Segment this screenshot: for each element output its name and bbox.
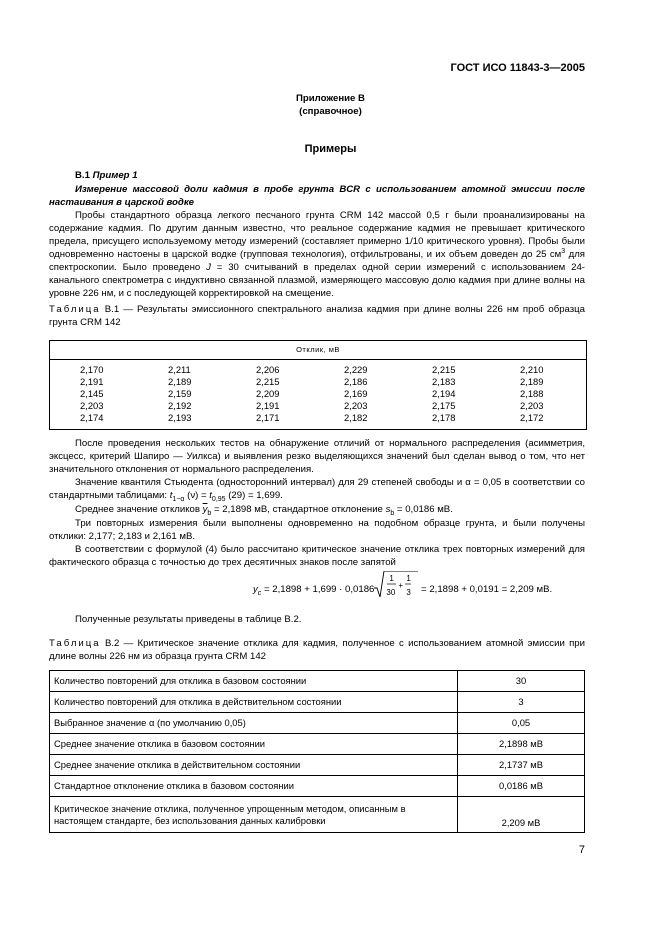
formula-y: y xyxy=(253,584,258,595)
p3-t: t xyxy=(169,490,173,501)
table1-row xyxy=(50,412,586,424)
example-heading-line xyxy=(75,169,611,182)
paragraph-6: В соответствии с формулой (4) было рассчитано критическое значение отклика трех повторных измерений для фактического образца с точностью до трех десятичных знаков после запятой xyxy=(49,544,585,568)
example-number: В.1 xyxy=(75,170,90,181)
table1-caption xyxy=(49,303,585,329)
table2-label: Среднее значение отклика в действительном состоянии xyxy=(50,755,458,776)
table2-caption-text: В.2 — Критическое значение отклика для кадмия, полученное с использованием атомной эмиссии при длине волны 226 нм из образца грунта CRM 142 xyxy=(49,638,586,662)
formula-den1: 30 xyxy=(386,588,396,598)
formula-left: = 2,1898 + 1,699 · 0,0186 xyxy=(261,584,375,595)
table1-header: Отклик, мВ xyxy=(50,341,586,360)
table1-cell: 2,209 xyxy=(256,388,280,399)
table1-cell: 2,203 xyxy=(344,400,368,411)
table1-cell: 2,178 xyxy=(432,412,456,423)
table2-label: Критическое значение отклика, полученное упрощенным методом, описанным в настоящем стандарте, без использования данных калибровки xyxy=(50,797,458,833)
table2-row xyxy=(50,692,585,713)
p4-text-a: Среднее значение откликов xyxy=(75,504,203,515)
table1-cell: 2,188 xyxy=(520,388,544,399)
formula-y-sub: c xyxy=(257,589,262,597)
table1-cell: 2,191 xyxy=(256,400,280,411)
formula-num1: 1 xyxy=(389,574,394,584)
sqrt-sign-icon xyxy=(374,571,418,601)
table1-cell: 2,211 xyxy=(168,364,191,375)
page-number: 7 xyxy=(578,844,585,856)
table2-label: Количество повторений для отклика в действительном состоянии xyxy=(50,692,458,713)
paragraph-4 xyxy=(49,503,585,516)
table1-cell: 2,174 xyxy=(80,412,104,423)
p4-text-c: = 0,0186 мВ. xyxy=(394,504,453,515)
paragraph-3 xyxy=(49,476,585,502)
table2-value: 0,0186 мВ xyxy=(458,776,585,797)
critical-value-formula xyxy=(253,574,553,598)
table1-cell: 2,145 xyxy=(80,388,104,399)
p4-y: $\overline{y}$ xyxy=(202,504,208,515)
table2-row xyxy=(50,755,585,776)
table1-row xyxy=(50,388,586,400)
table2-caption xyxy=(49,637,585,663)
table1-cell: 2,193 xyxy=(168,412,192,423)
table2-row xyxy=(50,713,585,734)
paragraph-5: Три повторных измерения были выполнены одновременно на подобном образце грунта, и были получены отклики: 2,177; 2,183 и 2,161 мВ. xyxy=(49,518,585,542)
p3-text-b: (ν) = xyxy=(184,490,210,501)
p4-y-sub: b xyxy=(207,509,212,517)
paragraph-1 xyxy=(49,209,585,300)
annex-subtitle: (справочное) xyxy=(299,106,362,117)
paragraph-1-text-b: для спектроскопии. Было проведено xyxy=(49,249,585,273)
table1-row xyxy=(50,364,586,376)
table2-label: Стандартное отклонение отклика в базовом состоянии xyxy=(50,776,458,797)
table2-value: 2,1737 мВ xyxy=(458,755,585,776)
table1-cell: 2,170 xyxy=(80,364,104,375)
table1-row xyxy=(50,400,586,412)
table1-cell: 2,191 xyxy=(80,376,104,387)
paragraph-1-sup: 3 xyxy=(561,247,566,255)
p4-text-b: = 2,1898 мВ, стандартное отклонение xyxy=(211,504,386,515)
table2-row xyxy=(50,776,585,797)
paragraph-7: Полученные результаты приведены в таблице В.2. xyxy=(75,614,302,625)
document-code: ГОСТ ИСО 11843-3—2005 xyxy=(450,62,585,74)
table1-cell: 2,175 xyxy=(432,400,456,411)
table2 xyxy=(49,670,585,833)
section-title: Примеры xyxy=(304,143,357,155)
table1-spacer xyxy=(50,376,80,388)
table1-caption-text: В.1 — Результаты эмиссионного спектрального анализа кадмия при длине волны 226 нм проб образца грунта CRM 142 xyxy=(49,304,586,328)
table1-cell: 2,169 xyxy=(344,388,368,399)
table1-cell: 2,171 xyxy=(256,412,280,423)
table1-cell: 2,182 xyxy=(344,412,368,423)
p3-text-c: (29) = 1,699. xyxy=(225,490,283,501)
paragraph-1-j: J xyxy=(206,262,211,273)
table1-cell: 2,159 xyxy=(168,388,192,399)
table1-cell: 2,189 xyxy=(520,376,544,387)
table2-label: Количество повторений для отклика в базовом состоянии xyxy=(50,671,458,692)
table1-cell: 2,194 xyxy=(432,388,456,399)
formula-den2: 3 xyxy=(406,588,411,598)
formula-plus: + xyxy=(398,581,404,591)
table1-spacer xyxy=(50,412,80,424)
table1-cell: 2,206 xyxy=(256,364,280,375)
formula-num2: 1 xyxy=(406,574,411,584)
table1-row xyxy=(50,376,586,388)
table2-row xyxy=(50,797,585,833)
table1-body xyxy=(50,364,586,424)
table1-cell: 2,183 xyxy=(432,376,456,387)
table1-caption-label: Таблица xyxy=(49,304,101,315)
table1-cell: 2,186 xyxy=(344,376,368,387)
table1-spacer xyxy=(50,400,80,412)
table2-row xyxy=(50,734,585,755)
p3-t-sub: 1−α xyxy=(172,495,185,503)
table1-cell: 2,203 xyxy=(520,400,544,411)
table2-value: 0,05 xyxy=(458,713,585,734)
table1-cell: 2,215 xyxy=(432,364,456,375)
table1-cell: 2,215 xyxy=(256,376,280,387)
example-label: Пример 1 xyxy=(92,170,138,181)
table2-value: 2,1898 мВ xyxy=(458,734,585,755)
paragraph-2: После проведения нескольких тестов на обнаружение отличий от нормального распределения (асимметрия, эксцесс, критерий Шапиро — Уилкса) и выявления резко выделяющихся значений был сделан вывод о том, что нет значительного отклонения от нормального распределения. xyxy=(49,438,585,475)
p4-s: s xyxy=(385,504,391,515)
table2-value: 2,209 мВ xyxy=(458,797,585,833)
table2-label: Среднее значение отклика в базовом состоянии xyxy=(50,734,458,755)
table1 xyxy=(49,340,587,430)
table1-cell: 2,229 xyxy=(344,364,368,375)
formula-right: = 2,1898 + 0,0191 = 2,209 мВ. xyxy=(418,584,553,595)
example-heading: Измерение массовой доли кадмия в пробе грунта BCR с использованием атомной эмиссии после настаивания в царской водке xyxy=(49,184,585,208)
table2-caption-label: Таблица xyxy=(49,638,101,649)
paragraph-1-text-c: = 30 считываний в пределах одной серии измерений с использованием 24-канального спектрометра с индуктивно связанной плазмой, измеряющего массовую долю кадмия при длине волны на уровне 226 нм, и с последующей корректировкой на смещение. xyxy=(49,262,585,299)
p3-text-a: Значение квантиля Стьюдента (односторонний интервал) для 29 степеней свободы и α = 0,05 в соответствии со стандартными таблицами: xyxy=(49,477,585,501)
table2-value: 3 xyxy=(458,692,585,713)
table2-value: 30 xyxy=(458,671,585,692)
table1-cell: 2,210 xyxy=(520,364,544,375)
table1-cell: 2,172 xyxy=(520,412,544,423)
table1-cell: 2,192 xyxy=(168,400,192,411)
p3-t2: t xyxy=(209,490,212,501)
table1-cell: 2,189 xyxy=(168,376,192,387)
formula-sqrt xyxy=(374,574,418,598)
paragraph-1-text-a: Пробы стандартного образца легкого песчаного грунта CRM 142 массой 0,5 г были проанализированы на содержание кадмия. По другим данным известно, что реальное содержание кадмия не превышает критического предела, присущего используемому методу измерений (составляет примерно 1/10 критического уровня). Пробы были одновременно настоены в царской водке (групповая технология), отфильтрованы, и их объем доведен до 25 см xyxy=(49,210,585,260)
p3-t2-sub: 0,95 xyxy=(211,495,226,503)
table1-cell: 2,203 xyxy=(80,400,104,411)
p4-s-sub: b xyxy=(390,509,395,517)
table2-label: Выбранное значение α (по умолчанию 0,05) xyxy=(50,713,458,734)
annex-title: Приложение В xyxy=(296,93,365,104)
table2-row xyxy=(50,671,585,692)
table1-spacer xyxy=(50,364,80,376)
table1-spacer xyxy=(50,388,80,400)
